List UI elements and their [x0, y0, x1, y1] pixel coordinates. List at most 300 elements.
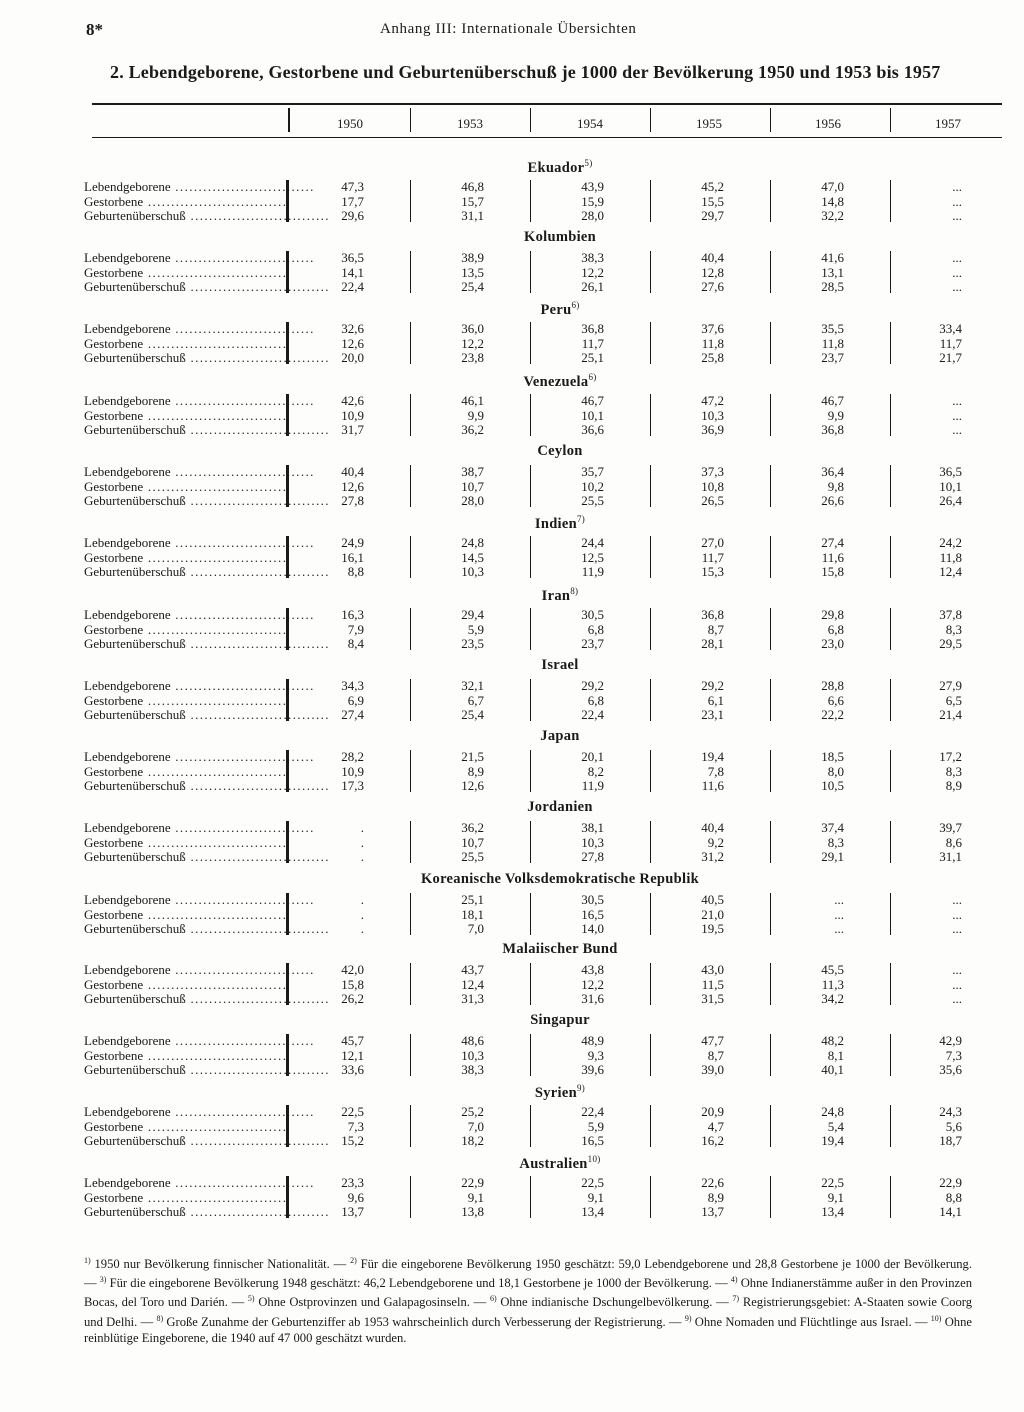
table-cell: 9,1	[467, 1189, 484, 1205]
leader-dots: ..............................	[185, 1204, 330, 1219]
footnote-text: Ohne reinblütige Eingeborene, die 1940 auf 47 000 geschätzt wurden.	[84, 1314, 972, 1345]
row-label-text: Geburtenüberschuß	[84, 279, 186, 294]
header-column-separator	[410, 108, 411, 132]
table-cell: 12,2	[461, 335, 484, 351]
table-cell: 8,9	[945, 778, 962, 793]
table-cell: 12,6	[461, 778, 484, 793]
country-name: Ekuador	[527, 159, 585, 176]
table-cell: 43,0	[701, 962, 724, 977]
table-cell: 5,9	[467, 621, 484, 637]
table-cell: 27,6	[701, 279, 724, 294]
table-cell: 11,8	[821, 335, 844, 351]
table-cell: 18,5	[821, 749, 844, 764]
table-cell: 16,5	[581, 906, 604, 922]
table-cell: 8,3	[827, 834, 844, 850]
country-heading	[300, 158, 820, 177]
row-label	[84, 464, 315, 479]
row-label	[84, 607, 315, 622]
table-cell: 6,7	[467, 692, 484, 708]
footnote-text: Für die eingeborene Bevölkerung 1950 geschätzt: 59,0 Lebendgeborene und 28,8 Gestorbene je 1000 der Bevölkerung. —	[84, 1257, 972, 1291]
table-cell: 26,4	[939, 493, 962, 508]
table-cell: 23,8	[461, 350, 484, 365]
table-cell: 7,0	[467, 1118, 484, 1134]
table-cell: .	[360, 906, 364, 922]
row-label-text: Geburtenüberschuß	[84, 1204, 186, 1219]
table-cell: 29,2	[581, 678, 604, 693]
table-cell: 21,4	[939, 707, 962, 722]
leader-dots: ..............................	[185, 778, 330, 793]
table-cell: 42,9	[939, 1033, 962, 1048]
leader-dots: ..............................	[143, 1118, 288, 1134]
table-cell: 5,6	[945, 1118, 962, 1134]
table-cell: 15,8	[821, 564, 844, 579]
row-label	[84, 422, 330, 437]
table-cell: 36,8	[821, 422, 844, 437]
country-name: Malaiischer Bund	[502, 941, 618, 957]
row-label	[84, 393, 315, 408]
table-cell: 22,9	[461, 1175, 484, 1190]
row-label-text: Gestorbene	[84, 478, 144, 494]
footnote-mark: 9)	[576, 1083, 586, 1093]
leader-dots: ..............................	[143, 976, 288, 992]
country-name: Syrien	[534, 1084, 577, 1101]
table-cell: 31,3	[461, 991, 484, 1006]
table-header-rule	[92, 137, 1002, 138]
footnote-mark: 6)	[571, 300, 580, 310]
column-header-year: 1953	[457, 116, 483, 131]
leader-dots: ..............................	[170, 820, 315, 835]
table-cell: 30,5	[581, 607, 604, 622]
country-heading	[300, 586, 820, 605]
table-cell: ...	[952, 179, 962, 194]
table-cell: 16,3	[341, 607, 364, 622]
table-cell: 36,5	[341, 250, 364, 265]
table-cell: 28,0	[461, 493, 484, 508]
row-label	[84, 834, 288, 850]
table-cell: 27,8	[581, 849, 604, 864]
row-label	[84, 1062, 330, 1077]
row-label-text: Gestorbene	[84, 264, 144, 280]
table-cell: 14,5	[461, 549, 484, 565]
table-cell: 29,8	[821, 607, 844, 622]
table-cell: 27,4	[341, 707, 364, 722]
header-column-separator	[890, 108, 891, 132]
table-cell: .	[360, 892, 364, 907]
table-cell: 12,5	[581, 549, 604, 565]
country-heading	[300, 229, 820, 246]
row-label-text: Geburtenüberschuß	[84, 707, 186, 722]
table-cell: 33,4	[939, 321, 962, 336]
country-heading	[300, 300, 820, 319]
table-cell: 19,5	[701, 921, 724, 936]
table-cell: 43,9	[581, 179, 604, 194]
table-cell: 27,0	[701, 535, 724, 550]
leader-dots: ..............................	[185, 350, 330, 365]
footnote-mark: 6)	[588, 372, 597, 382]
table-cell: 31,7	[341, 422, 364, 437]
table-cell: 38,7	[461, 464, 484, 479]
table-cell: 31,6	[581, 991, 604, 1006]
table-cell: 45,2	[701, 179, 724, 194]
leader-dots: ..............................	[185, 707, 330, 722]
table-cell: ...	[952, 921, 962, 936]
leader-dots: ..............................	[143, 407, 288, 423]
table-cell: 7,9	[347, 621, 364, 637]
leader-dots: ..............................	[143, 906, 288, 922]
footnote-text: Für die eingeborene Bevölkerung 1948 geschätzt: 46,2 Lebendgeborene und 18,1 Gestorbene je 1000 der Bevölkerung. —	[106, 1276, 731, 1291]
leader-dots: ..............................	[170, 678, 315, 693]
table-cell: 20,0	[341, 350, 364, 365]
table-cell: .	[360, 820, 364, 835]
row-label-text: Geburtenüberschuß	[84, 849, 186, 864]
table-cell: 6,1	[707, 692, 724, 708]
country-heading	[300, 657, 820, 674]
row-label-text: Gestorbene	[84, 407, 144, 423]
table-cell: 13,8	[461, 1204, 484, 1219]
leader-dots: ..............................	[185, 636, 330, 651]
row-label	[84, 621, 288, 637]
country-heading	[300, 871, 820, 888]
row-label	[84, 849, 330, 864]
table-cell: 10,7	[461, 834, 484, 850]
table-cell: ...	[952, 422, 962, 437]
table-cell: 7,3	[945, 1047, 962, 1063]
table-cell: 31,1	[939, 849, 962, 864]
table-cell: 32,2	[821, 208, 844, 223]
column-header-year: 1950	[337, 116, 363, 131]
table-cell: 12,2	[581, 264, 604, 280]
footnote-mark: 1)	[84, 1256, 91, 1265]
table-cell: 15,8	[341, 976, 364, 992]
country-name: Koreanische Volksdemokratische Republik	[420, 871, 700, 887]
table-cell: 10,7	[461, 478, 484, 494]
table-cell: 11,7	[701, 549, 724, 565]
row-label-text: Gestorbene	[84, 763, 144, 779]
table-cell: 41,6	[821, 250, 844, 265]
country-name: Singapur	[530, 1012, 590, 1028]
table-cell: 14,0	[581, 921, 604, 936]
table-cell: 13,1	[821, 264, 844, 280]
table-cell: 46,1	[461, 393, 484, 408]
table-cell: 34,3	[341, 678, 364, 693]
table-cell: 35,6	[939, 1062, 962, 1077]
table-cell: 37,3	[701, 464, 724, 479]
row-label	[84, 1175, 315, 1190]
row-label	[84, 193, 288, 209]
row-label-text: Lebendgeborene	[84, 962, 171, 977]
header-column-separator	[650, 108, 651, 132]
row-label-text: Gestorbene	[84, 621, 144, 637]
row-label-text: Lebendgeborene	[84, 1175, 171, 1190]
row-label	[84, 962, 315, 977]
table-cell: 10,3	[461, 564, 484, 579]
table-cell: 23,5	[461, 636, 484, 651]
row-label-text: Geburtenüberschuß	[84, 1062, 186, 1077]
table-cell: 40,4	[341, 464, 364, 479]
table-cell: 10,9	[341, 763, 364, 779]
table-cell: 21,5	[461, 749, 484, 764]
leader-dots: ..............................	[170, 535, 315, 550]
table-cell: 46,7	[821, 393, 844, 408]
table-cell: 29,2	[701, 678, 724, 693]
footnote-mark: 5)	[247, 1294, 255, 1304]
row-label	[84, 892, 315, 907]
column-header-year: 1955	[696, 116, 722, 131]
row-label-text: Gestorbene	[84, 549, 144, 565]
table-cell: 9,9	[467, 407, 484, 423]
table-cell: ...	[952, 279, 962, 294]
table-cell: 36,8	[701, 607, 724, 622]
table-cell: 35,7	[581, 464, 604, 479]
table-cell: 7,8	[707, 763, 724, 779]
table-cell: 25,4	[461, 279, 484, 294]
row-label-text: Lebendgeborene	[84, 607, 171, 622]
leader-dots: ..............................	[185, 991, 330, 1006]
table-cell: 28,1	[701, 636, 724, 651]
table-cell: 13,7	[701, 1204, 724, 1219]
leader-dots: ..............................	[185, 493, 330, 508]
row-label-text: Lebendgeborene	[84, 892, 171, 907]
table-cell: 45,5	[821, 962, 844, 977]
row-label	[84, 921, 330, 936]
leader-dots: ..............................	[143, 1189, 288, 1205]
table-cell: 22,6	[701, 1175, 724, 1190]
table-cell: ...	[952, 250, 962, 265]
table-cell: .	[360, 921, 364, 936]
row-label-text: Gestorbene	[84, 692, 144, 708]
leader-dots: ..............................	[143, 834, 288, 850]
leader-dots: ..............................	[185, 849, 330, 864]
table-title: 2. Lebendgeborene, Gestorbene und Geburtenüberschuß je 1000 der Bevölkerung 1950 und 1953 bis 1957	[110, 62, 941, 82]
table-cell: 11,8	[939, 549, 962, 565]
table-cell: 27,8	[341, 493, 364, 508]
table-cell: 8,6	[945, 834, 962, 850]
table-cell: 11,3	[821, 976, 844, 992]
row-label-text: Lebendgeborene	[84, 393, 171, 408]
table-cell: ...	[834, 921, 844, 936]
row-label-text: Gestorbene	[84, 834, 144, 850]
table-cell: 23,0	[821, 636, 844, 651]
table-cell: 34,2	[821, 991, 844, 1006]
country-heading	[300, 1012, 820, 1029]
table-cell: 24,9	[341, 535, 364, 550]
row-label-text: Lebendgeborene	[84, 1104, 171, 1119]
row-label	[84, 1033, 315, 1048]
table-cell: 13,4	[581, 1204, 604, 1219]
row-label	[84, 549, 288, 565]
table-cell: ...	[952, 407, 962, 423]
table-cell: 25,1	[581, 350, 604, 365]
row-label	[84, 350, 330, 365]
table-cell: 48,6	[461, 1033, 484, 1048]
table-cell: 13,5	[461, 264, 484, 280]
table-cell: 40,4	[701, 250, 724, 265]
table-cell: 47,0	[821, 179, 844, 194]
table-cell: 22,4	[581, 1104, 604, 1119]
country-name: Venezuela	[523, 373, 589, 390]
leader-dots: ..............................	[170, 250, 315, 265]
footnote-text: Ohne Ostprovinzen und Galapagosinseln. —	[254, 1295, 490, 1310]
table-cell: 22,2	[821, 707, 844, 722]
table-top-rule	[92, 103, 1002, 105]
row-label-text: Geburtenüberschuß	[84, 422, 186, 437]
table-cell: 21,0	[701, 906, 724, 922]
table-cell: 23,7	[581, 636, 604, 651]
table-cell: 14,1	[939, 1204, 962, 1219]
table-cell: 10,9	[341, 407, 364, 423]
table-cell: 36,6	[581, 422, 604, 437]
table-cell: ...	[952, 393, 962, 408]
country-heading	[300, 443, 820, 460]
row-label-text: Geburtenüberschuß	[84, 921, 186, 936]
row-label	[84, 478, 288, 494]
table-cell: 6,5	[945, 692, 962, 708]
table-cell: 11,8	[701, 335, 724, 351]
row-label	[84, 778, 330, 793]
row-label	[84, 991, 330, 1006]
table-cell: 8,2	[587, 763, 604, 779]
table-cell: 10,1	[939, 478, 962, 494]
footnote-mark: 4)	[730, 1275, 738, 1285]
table-cell: 15,7	[461, 193, 484, 209]
footnote-mark: 8)	[570, 586, 579, 596]
table-cell: 16,1	[341, 549, 364, 565]
leader-dots: ..............................	[170, 1033, 315, 1048]
table-cell: 39,0	[701, 1062, 724, 1077]
country-heading	[300, 372, 820, 391]
table-cell: 28,5	[821, 279, 844, 294]
table-cell: 15,5	[701, 193, 724, 209]
leader-dots: ..............................	[170, 464, 315, 479]
row-label-text: Gestorbene	[84, 1047, 144, 1063]
table-cell: 21,7	[939, 350, 962, 365]
table-cell: 45,7	[341, 1033, 364, 1048]
leader-dots: ..............................	[143, 621, 288, 637]
row-label-text: Gestorbene	[84, 976, 144, 992]
table-cell: 11,6	[821, 549, 844, 565]
table-cell: 10,3	[461, 1047, 484, 1063]
table-cell: 25,2	[461, 1104, 484, 1119]
table-cell: .	[360, 834, 364, 850]
row-label-text: Lebendgeborene	[84, 749, 171, 764]
row-label-text: Lebendgeborene	[84, 678, 171, 693]
row-label	[84, 1047, 288, 1063]
row-label	[84, 820, 315, 835]
table-cell: 11,6	[701, 778, 724, 793]
table-cell: 37,4	[821, 820, 844, 835]
table-cell: 36,8	[581, 321, 604, 336]
table-cell: 42,6	[341, 393, 364, 408]
row-label	[84, 1204, 330, 1219]
row-label	[84, 264, 288, 280]
row-label-text: Geburtenüberschuß	[84, 564, 186, 579]
country-name: Australien	[519, 1155, 588, 1172]
row-label	[84, 564, 330, 579]
table-cell: 36,2	[461, 422, 484, 437]
table-cell: 32,1	[461, 678, 484, 693]
table-cell: 17,2	[939, 749, 962, 764]
row-label	[84, 976, 288, 992]
row-label-text: Lebendgeborene	[84, 535, 171, 550]
column-header-year: 1954	[577, 116, 603, 131]
table-cell: 46,7	[581, 393, 604, 408]
footnote-mark: 7)	[732, 1294, 740, 1304]
leader-dots: ..............................	[170, 321, 315, 336]
country-name: Kolumbien	[524, 229, 596, 245]
row-label	[84, 749, 315, 764]
table-cell: 47,7	[701, 1033, 724, 1048]
row-label-text: Geburtenüberschuß	[84, 778, 186, 793]
table-cell: 6,8	[587, 621, 604, 637]
table-cell: 38,9	[461, 250, 484, 265]
table-cell: 28,8	[821, 678, 844, 693]
table-cell: 33,6	[341, 1062, 364, 1077]
table-cell: 48,2	[821, 1033, 844, 1048]
row-label	[84, 535, 315, 550]
row-label	[84, 1189, 288, 1205]
country-name: Jordanien	[527, 799, 593, 815]
row-label	[84, 1133, 330, 1148]
table-cell: 36,2	[461, 820, 484, 835]
table-cell: 8,1	[827, 1047, 844, 1063]
country-name: Ceylon	[537, 443, 583, 459]
row-label	[84, 179, 315, 194]
table-cell: .	[360, 849, 364, 864]
table-cell: 40,4	[701, 820, 724, 835]
table-cell: 6,9	[347, 692, 364, 708]
table-cell: 29,6	[341, 208, 364, 223]
footnote-mark: 2)	[350, 1256, 357, 1265]
table-cell: 47,2	[701, 393, 724, 408]
table-cell: 31,2	[701, 849, 724, 864]
row-label-text: Geburtenüberschuß	[84, 350, 186, 365]
row-label-text: Geburtenüberschuß	[84, 1133, 186, 1148]
table-cell: 12,2	[581, 976, 604, 992]
table-cell: 17,7	[341, 193, 364, 209]
table-cell: 43,7	[461, 962, 484, 977]
table-cell: 9,1	[587, 1189, 604, 1205]
table-cell: 25,5	[461, 849, 484, 864]
row-label-text: Lebendgeborene	[84, 179, 171, 194]
row-label-text: Gestorbene	[84, 1189, 144, 1205]
table-cell: 23,1	[701, 707, 724, 722]
table-cell: 27,9	[939, 678, 962, 693]
row-label	[84, 407, 288, 423]
row-label	[84, 321, 315, 336]
table-cell: 30,5	[581, 892, 604, 907]
table-cell: 28,2	[341, 749, 364, 764]
table-cell: 40,5	[701, 892, 724, 907]
row-label-text: Gestorbene	[84, 193, 144, 209]
leader-dots: ..............................	[143, 335, 288, 351]
table-cell: 8,0	[827, 763, 844, 779]
table-cell: 29,1	[821, 849, 844, 864]
table-cell: 8,7	[707, 1047, 724, 1063]
leader-dots: ..............................	[185, 208, 330, 223]
table-cell: 36,0	[461, 321, 484, 336]
row-label-text: Lebendgeborene	[84, 1033, 171, 1048]
column-header-year: 1957	[935, 116, 961, 131]
footnote-text: Ohne Nomaden und Flüchtlinge aus Israel. —	[691, 1314, 931, 1329]
table-cell: 18,2	[461, 1133, 484, 1148]
table-cell: 31,5	[701, 991, 724, 1006]
leader-dots: ..............................	[170, 1175, 315, 1190]
row-label	[84, 707, 330, 722]
leader-dots: ..............................	[185, 1062, 330, 1077]
row-label-text: Lebendgeborene	[84, 321, 171, 336]
table-cell: 15,3	[701, 564, 724, 579]
table-cell: 10,8	[701, 478, 724, 494]
